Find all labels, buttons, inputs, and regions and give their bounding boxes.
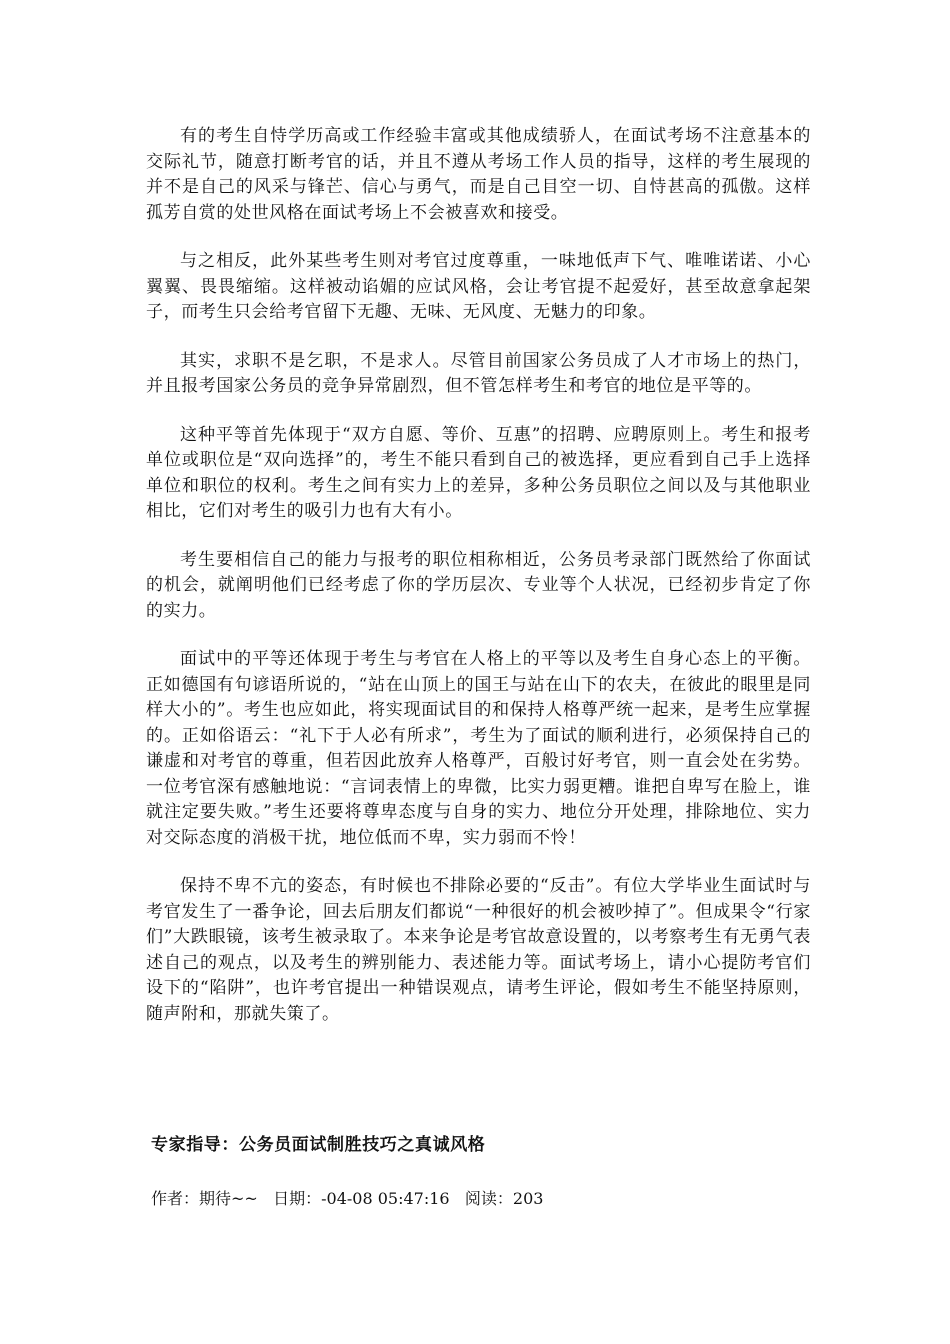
paragraph-5: 考生要相信自己的能力与报考的职位相称相近，公务员考录部门既然给了你面试的机会，就阐明他们已经考虑了你的学历层次、专业等个人状况，已经初步肯定了你的实力。 (146, 549, 811, 621)
author-label: 作者： (151, 1189, 200, 1208)
article-body (146, 124, 811, 1050)
paragraph-1: 有的考生自恃学历高或工作经验丰富或其他成绩骄人，在面试考场不注意基本的交际礼节，随意打断考官的话，并且不遵从考场工作人员的指导，这样的考生展现的并不是自己的风采与锋芒、信心与勇气，而是自己目空一切、自恃甚高的孤傲。这样孤芳自赏的处世风格在面试考场上不会被喜欢和接受。 (146, 126, 811, 223)
reads-label: 阅读： (464, 1189, 513, 1208)
paragraph-4: 这种平等首先体现于“双方自愿、等价、互惠”的招聘、应聘原则上。考生和报考单位或职位是“双向选择”的，考生不能只看到自己的被选择，更应看到自己手上选择单位和职位的权利。考生之间有实力上的差异，多种公务员职位之间以及与其他职业相比，它们对考生的吸引力也有大有小。 (146, 424, 811, 521)
paragraph-2: 与之相反，此外某些考生则对考官过度尊重，一味地低声下气、唯唯诺诺、小心翼翼、畏畏缩缩。这样被动谄媚的应试风格，会让考官提不起爱好，甚至故意拿起架子，而考生只会给考官留下无趣、无味、无风度、无魅力的印象。 (146, 251, 811, 322)
date-value: -04-08 05:47:16 (321, 1189, 450, 1208)
paragraph-6: 面试中的平等还体现于考生与考官在人格上的平等以及考生自身心态上的平衡。正如德国有句谚语所说的，“站在山顶上的国王与站在山下的农夫，在彼此的眼里是同样大小的”。考生也应如此，将实现面试目的和保持人格尊严统一起来，是考生应掌握的。正如俗语云：“礼下于人必有所求”，考生为了面试的顺利进行，必须保持自己的谦虚和对考官的尊重，但若因此放弃人格尊严，百般讨好考官，则一直会处在劣势。一位考官深有感触地说：“言词表情上的卑微，比实力弱更糟。谁把自卑写在脸上，谁就注定要失败。”考生还要将尊卑态度与自身的实力、地位分开处理，排除地位、实力对交际态度的消极干扰，地位低而不卑，实力弱而不怜！ (146, 649, 811, 848)
article-title: 专家指导：公务员面试制胜技巧之真诚风格 (151, 1135, 486, 1155)
paragraph-3: 其实，求职不是乞职，不是求人。尽管目前国家公务员成了人才市场上的热门，并且报考国家公务员的竞争异常剧烈，但不管怎样考生和考官的地位是平等的。 (146, 350, 811, 396)
reads-count: 203 (512, 1189, 544, 1208)
date-label: 日期： (273, 1189, 322, 1208)
paragraph-7: 保持不卑不亢的姿态，有时候也不排除必要的“反击”。有位大学毕业生面试时与考官发生了一番争论，回去后朋友们都说“一种很好的机会被吵掉了”。但成果令“行家们”大跌眼镜，该考生被录取了。本来争论是考官故意设置的，以考察考生有无勇气表述自己的观点，以及考生的辨别能力、表述能力等。面试考场上，请小心提防考官们设下的“陷阱”，也许考官提出一种错误观点，请考生评论，假如考生不能坚持原则，随声附和，那就失策了。 (146, 876, 811, 1024)
author-name: 期待~~ (199, 1189, 258, 1208)
article-meta (151, 1186, 543, 1212)
